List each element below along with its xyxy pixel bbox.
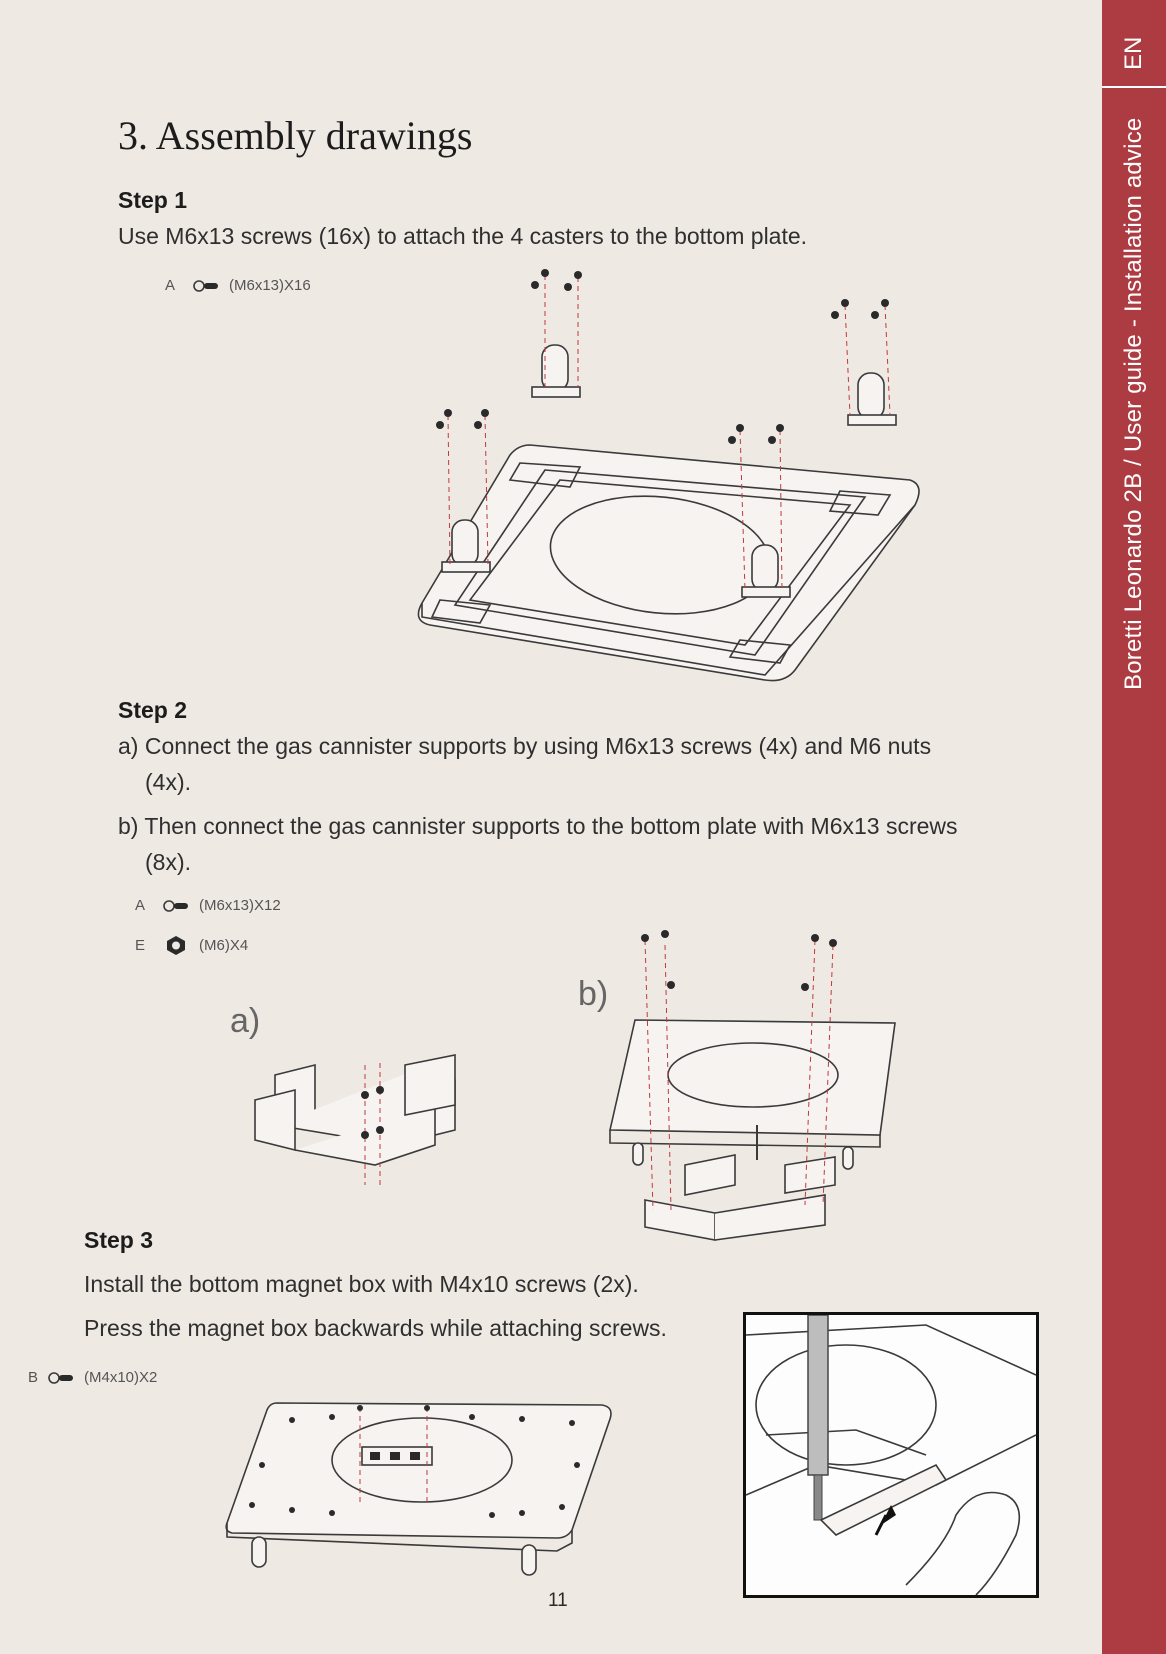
part-spec: (M6)X4 <box>199 936 249 954</box>
language-tab <box>1102 0 1166 88</box>
guide-title: Boretti Leonardo 2B / User guide - Installation advice <box>1120 117 1147 690</box>
step3-heading: Step 3 <box>84 1227 154 1253</box>
step2-part-e <box>135 935 248 955</box>
caster <box>532 345 580 397</box>
step3-photo <box>743 1312 1039 1598</box>
step1-text: Use M6x13 screws (16x) to attach the 4 casters to the bottom plate. <box>118 223 808 249</box>
screw-icon <box>48 1370 74 1386</box>
page-title: 3. Assembly drawings <box>118 113 473 158</box>
step3-magnet-box-drawing <box>222 1395 622 1575</box>
language-label: EN <box>1120 36 1147 70</box>
nut-icon <box>163 935 189 955</box>
screwdriver-illustration <box>746 1315 1036 1595</box>
part-spec: (M6x13)X12 <box>199 897 281 914</box>
part-spec: (M4x10)X2 <box>84 1369 158 1386</box>
step2a-support-drawing <box>255 1035 485 1195</box>
drawing-label-a: a) <box>230 1002 261 1040</box>
step2-part-a <box>135 897 281 914</box>
part-letter: E <box>135 936 146 954</box>
sidebar-band <box>1102 0 1166 1654</box>
screw-icon <box>193 278 219 294</box>
step2b-plate-drawing <box>605 925 905 1245</box>
step1-heading: Step 1 <box>118 187 188 213</box>
step3-text-1: Install the bottom magnet box with M4x10 screws (2x). <box>84 1271 639 1297</box>
step2-text-a: a) Connect the gas cannister supports by using M6x13 screws (4x) and M6 nuts (4x). <box>118 733 932 795</box>
part-letter: B <box>28 1369 39 1386</box>
step2-text-b: b) Then connect the gas cannister supports to the bottom plate with M6x13 screws (8x). <box>118 813 958 875</box>
step1-part-a <box>165 277 311 294</box>
part-letter: A <box>135 897 146 914</box>
drawing-label-b: b) <box>578 975 609 1013</box>
page-number: 11 <box>548 1590 568 1611</box>
part-spec: (M6x13)X16 <box>229 277 311 294</box>
step3-text-2: Press the magnet box backwards while attaching screws. <box>84 1315 667 1341</box>
step3-part-b <box>28 1369 157 1386</box>
step1-frame-drawing <box>410 265 930 685</box>
screw-icon <box>163 898 189 914</box>
step2-heading: Step 2 <box>118 697 188 723</box>
part-letter: A <box>165 277 176 294</box>
